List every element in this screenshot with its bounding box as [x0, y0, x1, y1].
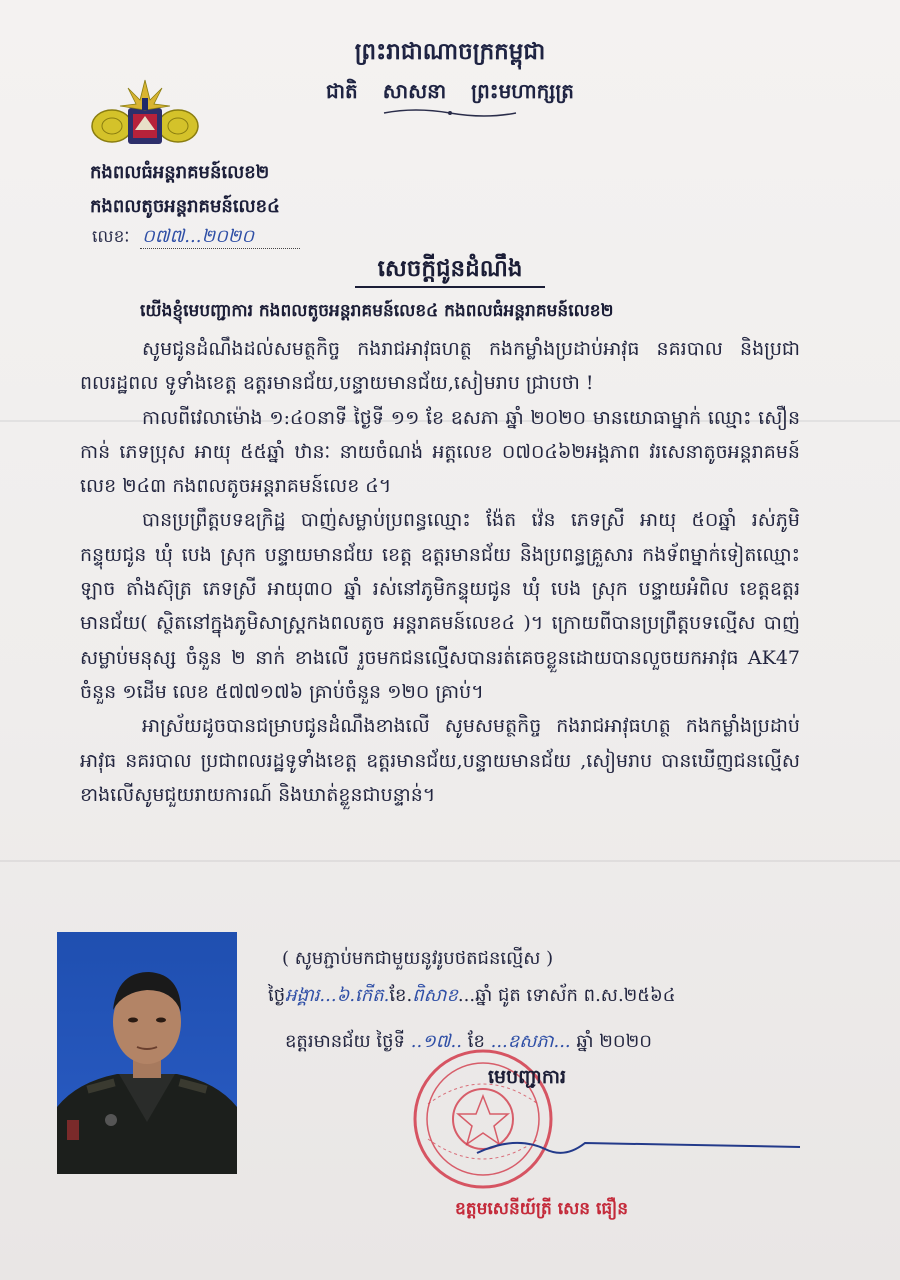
- lunar-month-label: ខែ.: [389, 985, 413, 1006]
- date-month-label: ខែ: [467, 1031, 485, 1052]
- notice-body: [80, 332, 800, 812]
- reference-dotted-line: [140, 248, 300, 249]
- issuer-statement: យើងខ្ញុំមេបញ្ជាការ កងពលតូចអន្តរាគមន៍លេខ៤ កងពលធំអន្តរាគមន៍លេខ២: [140, 301, 614, 321]
- lunar-day: អង្គារ...៦.កើត.: [285, 985, 390, 1006]
- place-date-prefix: ឧត្តរមានជ័យ ថ្ងៃទី: [285, 1031, 405, 1052]
- body-paragraph-1: សូមជូនដំណឹងដល់សមត្ថកិច្ច កងរាជអាវុធហត្ថ កងកម្លាំងប្រដាប់អាវុធ នគរបាល និងប្រជាពលរដ្ឋពល ទូទាំងខេត្ត ឧត្តរមានជ័យ,បន្ទាយមានជ័យ,សៀមរាប ជ្រាបថា !: [80, 338, 800, 395]
- date-year: ឆ្នាំ ២០២០: [576, 1031, 652, 1052]
- body-paragraph-3: បានប្រព្រឹត្តបទឧក្រិដ្ឋ បាញ់សម្លាប់ប្រពន្ធឈ្មោះ ង៉ែត វ៉េន ភេទស្រី អាយុ ៥០ឆ្នាំ រស់ភូមិកន្ទុយជូន ឃុំ បេង ស្រុក បន្ទាយមានជ័យ ខេត្ត ឧត្តរមានជ័យ និងប្រពន្ធគ្រួសារ កងទ័ពម្នាក់ទៀតឈ្មោះ ឡាច តាំងស៊ុត្រ ភេទស្រី អាយុ៣០ ឆ្នាំ រស់នៅភូមិកន្ទុយជូន ឃុំ បេង ស្រុក បន្ទាយអំពិល ខេត្តឧត្តរមានជ័យ( ស្ថិតនៅក្នុងភូមិសាស្ត្រកងពលតូច អន្តរាគមន៍លេខ៤ )។ ក្រោយពីបានប្រព្រឹត្តបទល្មើស បាញ់សម្លាប់មនុស្ស ចំនួន ២ នាក់ ខាងលើ រួចមកជនល្មើសបានរត់គេចខ្លួនដោយបានលួចយកអាវុធ AK47 ចំនួន ១ដើម លេខ ៥៧៧១៧៦ គ្រាប់ចំនួន ១២០ គ្រាប់។: [80, 509, 800, 703]
- document-title: សេចក្តីជូនដំណឹង: [377, 255, 523, 282]
- reference-label: លេខៈ: [92, 227, 130, 247]
- national-motto: ជាតិ សាសនា ព្រះមហាក្សត្រ: [326, 79, 574, 103]
- date-day: ..១៧..: [410, 1031, 462, 1052]
- unit-emblem-icon: [90, 78, 200, 153]
- body-paragraph-4: អាស្រ័យដូចបានជម្រាបជូនដំណឹងខាងលើ សូមសមត្ថកិច្ច កងរាជអាវុធហត្ថ កងកម្លាំងប្រដាប់អាវុធ នគរបាល ប្រជាពលរដ្ឋទូទាំងខេត្ត ឧត្តរមានជ័យ,បន្ទាយមានជ័យ ,សៀមរាប បានឃើញជនល្មើសខាងលើសូមជួយរាយការណ៍ និងឃាត់ខ្លួនជាបន្ទាន់។: [80, 715, 800, 806]
- lunar-date-prefix: ថ្ងៃ: [268, 985, 286, 1006]
- lunar-date-line: [268, 983, 676, 1010]
- lunar-month: ពិសាខ: [412, 985, 458, 1006]
- unit-name-line-1: កងពលធំអន្តរាគមន៍លេខ២: [90, 162, 270, 183]
- unit-name-line-2: កងពលតូចអន្តរាគមន៍លេខ៤: [90, 196, 280, 217]
- lunar-year: ...ឆ្នាំ ជូត ទោស័ក ព.ស.២៥៦៤: [457, 985, 676, 1006]
- title-underline: [355, 286, 545, 288]
- signature-stroke-icon: [475, 1133, 805, 1163]
- suspect-photo: [57, 932, 237, 1174]
- ornament-divider-icon: [380, 107, 520, 119]
- commander-title: មេបញ្ជាការ: [488, 1066, 567, 1088]
- kingdom-heading: ព្រះរាជាណាចក្រកម្ពុជា: [354, 38, 546, 65]
- photo-attachment-note: ( សូមភ្ជាប់មកជាមួយនូវរូបថតជនល្មើស ): [282, 948, 554, 969]
- body-paragraph-2: កាលពីវេលាម៉ោង ១:៤០នាទី ថ្ងៃទី ១១ ខែ ឧសភា ឆ្នាំ ២០២០ មានយោធាម្នាក់ ឈ្មោះ សឿន កាន់ ភេទប្រុស អាយុ ៥៥ឆ្នាំ ឋានៈ នាយចំណង់ អត្តលេខ ០៧០៤៦២អង្គភាព វរសេនាតូចអន្តរាគមន៍លេខ ២៤៣ កងពលតូចអន្តរាគមន៍លេខ ៤។: [80, 406, 800, 498]
- date-month: ...ឧសភា...: [490, 1031, 571, 1052]
- signer-name: ឧត្តមសេនីយ៍ត្រី សេន ធឿន: [455, 1199, 629, 1219]
- paper-fold: [0, 860, 900, 862]
- reference-number: ០៧៧...២០២០: [142, 226, 255, 247]
